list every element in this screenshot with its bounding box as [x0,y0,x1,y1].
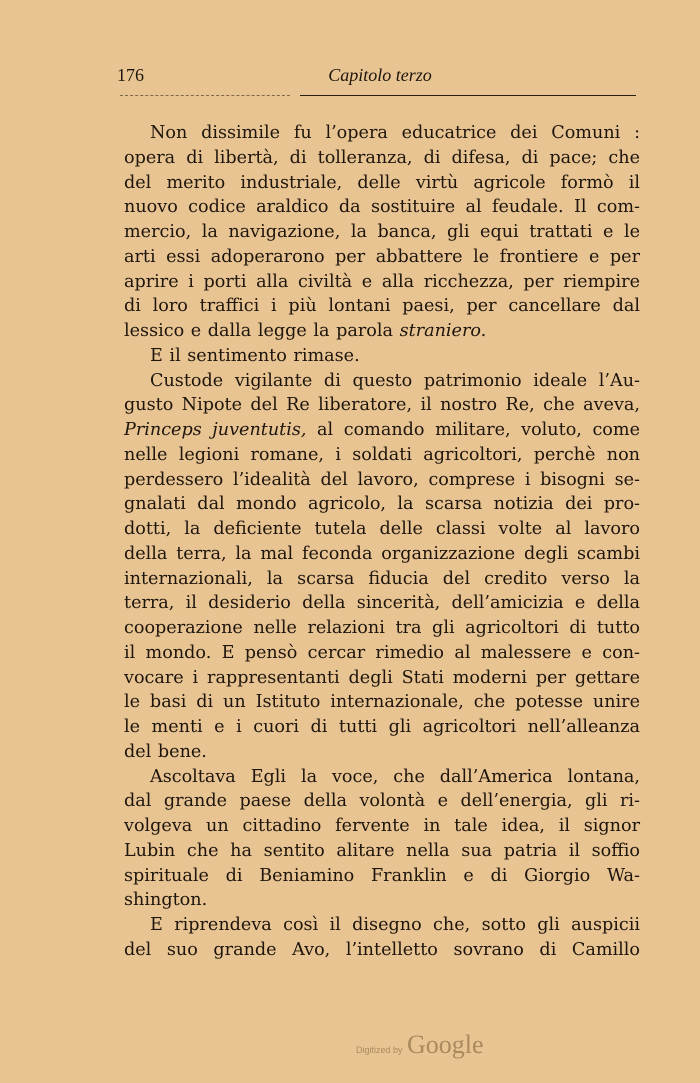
text-segment: vocare i rappresentanti degli Stati moderni per gettare [124,667,640,688]
text-segment: spirituale di Beniamino Franklin e di Giorgio Wa- [124,865,640,886]
text-line [124,814,640,839]
text-segment: terra, il desiderio della sincerità, dell’amicizia e della [124,593,640,614]
text-segment: il mondo. E pensò cercar rimedio al malessere e con- [124,642,640,663]
text-line [124,740,640,765]
text-line [124,245,640,270]
text-line [124,616,640,641]
text-line [124,715,640,740]
text-segment: internazionali, la scarsa fiducia del credito verso la [124,568,640,589]
text-segment: Ascoltava Egli la voce, che dall’America lontana, [150,766,640,787]
google-logo: Google [406,1030,484,1059]
text-segment: Custode vigilante di questo patrimonio ideale l’Au- [150,370,640,391]
text-segment: Lubin che ha sentito alitare nella sua patria il soffio [124,840,640,861]
text-segment: E il sentimento rimase. [150,345,360,366]
text-segment: gusto Nipote del Re liberatore, il nostro Re, che aveva, [124,395,640,416]
text-segment: del suo grande Avo, l’intelletto sovrano di Camillo [124,939,640,960]
text-line [124,789,640,814]
text-line [124,591,640,616]
text-segment: cooperazione nelle relazioni tra gli agricoltori di tutto [124,618,640,638]
text-line [124,369,640,394]
text-segment: dotti, la deficiente tutela delle classi volte al lavoro [124,519,640,539]
text-segment: mercio, la navigazione, la banca, gli equi trattati e le [124,222,640,242]
text-segment: le basi di un Istituto internazionale, che potesse unire [124,692,640,713]
text-line [124,690,640,715]
text-segment: volgeva un cittadino fervente in tale idea, il signor [124,816,640,836]
text-line [124,418,640,443]
text-segment: perdessero l’idealità del lavoro, comprese i bisogni se- [124,469,640,490]
text-segment: le menti e i cuori di tutti gli agricoltori nell’alleanza [124,717,640,737]
text-line [124,171,640,196]
text-segment: shington. [124,890,208,911]
italic-text: straniero. [399,321,487,341]
text-line [124,270,640,295]
text-segment: nuovo codice araldico da sostituire al feudale. Il com- [124,197,640,218]
text-line [124,220,640,245]
text-segment: arti essi adoperarono per abbattere le frontiere e per [124,246,640,267]
text-line [124,765,640,790]
text-line [124,319,640,344]
italic-text: Princeps juventutis, [124,420,307,440]
text-line [124,517,640,542]
text-line [124,393,640,418]
header-rule [300,95,636,96]
text-segment: della terra, la mal feconda organizzazione degli scambi [124,543,640,564]
header-rule-faint [120,95,290,96]
text-line [124,864,640,889]
page-body-text [124,121,640,963]
text-line [124,666,640,691]
text-line [124,344,640,369]
text-line [124,121,640,146]
digitized-watermark [356,1030,484,1060]
text-line [124,839,640,864]
text-line [124,567,640,592]
text-segment: del bene. [124,741,207,762]
text-line [124,146,640,171]
text-line [124,443,640,468]
text-segment: nelle legioni romane, i soldati agricoltori, perchè non [124,444,640,465]
text-segment: Non dissimile fu l’opera educatrice dei Comuni : [150,123,640,143]
text-line [124,468,640,493]
text-line [124,641,640,666]
text-segment: E riprendeva così il disegno che, sotto gli auspicii [150,915,640,935]
text-segment: aprire i porti alla civiltà e alla ricchezza, per riempire [124,271,640,292]
text-line [124,913,640,938]
text-segment: lessico e dalla legge la parola [124,321,400,341]
text-line [124,938,640,963]
text-segment: al comando militare, voluto, come [306,420,640,440]
text-segment: opera di libertà, di tolleranza, di difesa, di pace; che [124,147,640,168]
text-segment: del merito industriale, delle virtù agricole formò il [124,172,640,193]
text-line [124,542,640,567]
text-segment: dal grande paese della volontà e dell’energia, gli ri- [124,791,640,812]
text-line [124,492,640,517]
text-line [124,888,640,913]
running-title: Capitolo terzo [328,65,432,85]
text-segment: di loro traffici i più lontani paesi, per cancellare dal [124,296,640,317]
digitized-label: Digitized by [356,1045,403,1055]
page-number: 176 [117,65,144,85]
text-line [124,294,640,319]
text-segment: gnalati dal mondo agricolo, la scarsa notizia dei pro- [124,494,640,515]
text-line [124,195,640,220]
